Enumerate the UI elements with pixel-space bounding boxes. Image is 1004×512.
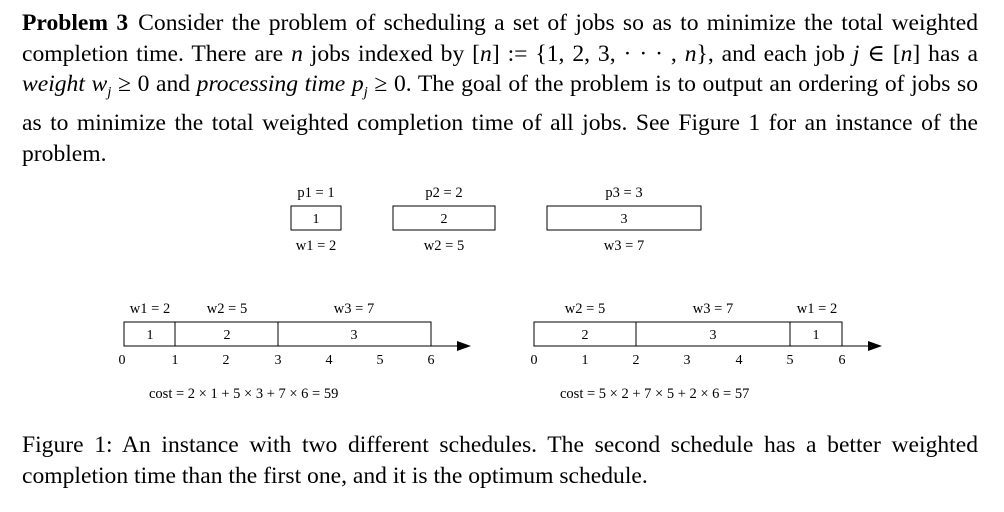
math-sub: j xyxy=(363,84,368,101)
job-w-label: w2 = 5 xyxy=(423,238,465,254)
schedule-job-id: 3 xyxy=(350,328,358,343)
figure-caption: Figure 1: An instance with two different schedules. The second schedule has a better weighted completion time than the first one, and it is the optimum schedule. xyxy=(22,432,978,489)
schedule-weight-label: w1 = 2 xyxy=(129,301,171,317)
math-n: n xyxy=(684,40,697,67)
schedule-1 xyxy=(119,301,472,402)
schedule-2 xyxy=(531,301,883,402)
job-p-label: p1 = 1 xyxy=(297,185,335,201)
axis-arrowhead xyxy=(457,341,471,351)
term-processing-time: processing time xyxy=(196,71,346,97)
tick-label: 4 xyxy=(325,353,333,368)
math-j: j xyxy=(852,40,860,67)
tick-label: 1 xyxy=(171,353,179,368)
tick-label: 6 xyxy=(838,353,846,368)
tick-label: 3 xyxy=(683,353,691,368)
schedule-job-id: 2 xyxy=(223,328,231,343)
job-w-label: w3 = 7 xyxy=(603,238,645,254)
tick-label: 5 xyxy=(786,353,794,368)
tick-label: 6 xyxy=(427,353,435,368)
tick-label: 3 xyxy=(274,353,282,368)
problem-text: ∈ [ xyxy=(859,40,901,67)
math-p: p xyxy=(351,71,364,97)
cost-label: cost = 5 × 2 + 7 × 5 + 2 × 6 = 57 xyxy=(560,386,750,402)
schedule-weight-label: w2 = 5 xyxy=(564,301,606,317)
schedule-job-id: 1 xyxy=(812,328,820,343)
schedule-weight-label: w1 = 2 xyxy=(796,301,838,317)
problem-text: ] := {1, 2, 3, · · · , xyxy=(491,40,685,67)
schedule-weight-label: w2 = 5 xyxy=(206,301,248,317)
instance-jobs xyxy=(291,185,701,254)
problem-text: ] has a xyxy=(912,40,979,67)
tick-label: 0 xyxy=(118,353,126,368)
math-n: n xyxy=(900,40,913,67)
schedule-job-id: 1 xyxy=(146,328,154,343)
tick-label: 5 xyxy=(376,353,384,368)
schedule-weight-label: w3 = 7 xyxy=(692,301,734,317)
tick-label: 2 xyxy=(632,353,640,368)
axis-arrowhead xyxy=(868,341,882,351)
term-weight: weight xyxy=(22,71,85,97)
problem-text: ≥ 0 and xyxy=(111,71,197,97)
problem-text: ≥ 0. The goal of the problem is to output an ordering of jobs so as to minimize the total weighted completion time of all jobs. See Figure 1 for an instance of the problem. xyxy=(22,71,978,167)
problem-text: jobs indexed by [ xyxy=(302,40,481,67)
job-p-label: p3 = 3 xyxy=(605,185,643,201)
tick-label: 4 xyxy=(735,353,743,368)
job-p-label: p2 = 2 xyxy=(425,185,463,201)
cost-label: cost = 2 × 1 + 5 × 3 + 7 × 6 = 59 xyxy=(149,386,339,402)
math-n: n xyxy=(480,40,492,67)
math-w: w xyxy=(91,71,108,97)
job-id: 3 xyxy=(620,212,628,227)
schedule-job-id: 2 xyxy=(581,328,589,343)
tick-label: 1 xyxy=(581,353,589,368)
problem-text: Consider the problem of scheduling a set of jobs so as to minimize the total weighted completion time. There are xyxy=(22,10,978,67)
job-id: 1 xyxy=(312,212,320,227)
math-sub: j xyxy=(107,84,112,101)
job-id: 2 xyxy=(440,212,448,227)
schedule-job-id: 3 xyxy=(709,328,717,343)
job-w-label: w1 = 2 xyxy=(295,238,337,254)
math-n: n xyxy=(291,40,303,67)
tick-label: 0 xyxy=(530,353,538,368)
problem-label: Problem 3 xyxy=(22,10,129,36)
problem-text: }, and each job xyxy=(696,40,853,67)
schedule-weight-label: w3 = 7 xyxy=(333,301,375,317)
tick-label: 2 xyxy=(222,353,230,368)
